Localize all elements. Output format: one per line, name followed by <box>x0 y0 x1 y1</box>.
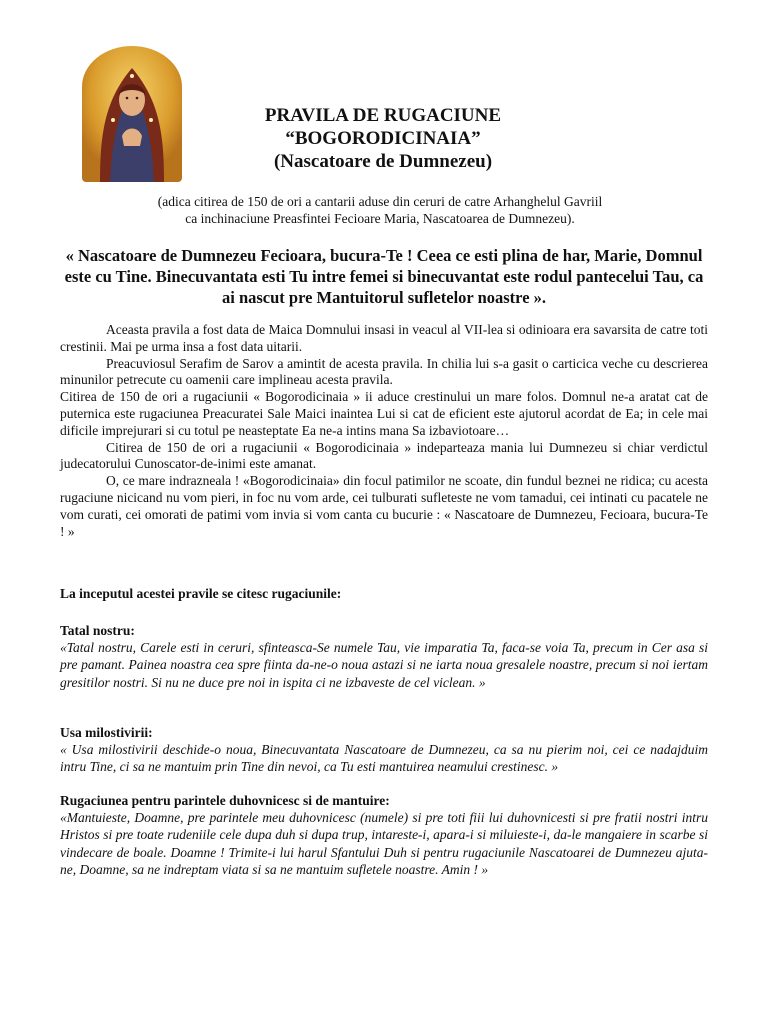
prayer-text: «Tatal nostru, Carele esti in ceruri, sfinteasca-Se numele Tau, vie imparatia Ta, faca-se voia Ta, precum in Cer asa si pre pamant. Painea noastra cea spre fiinta da-ne-o noua astazi si ne iarta noua gresalele noastre, precum si noi iertam gresitilor nostri. Si nu ne duce pre noi in ispita ci ne izbaveste de cel viclean. » <box>60 640 708 690</box>
prayer-heading: Tatal nostru: <box>60 623 135 638</box>
document-title <box>180 104 586 173</box>
prayer-block <box>60 622 708 691</box>
prayer-text: « Usa milostivirii deschide-o noua, Binecuvantata Nascatoare de Dumnezeu, ca sa nu pierim noi, cei ce nadajduim intru Tine, ci sa ne mantuim prin Tine din nevoi, ca Tu esti mantuirea neamului crestinesc. » <box>60 742 708 775</box>
paragraph: Citirea de 150 de ori a rugaciunii « Bogorodicinaia » indeparteaza mania lui Dumnezeu si chiar verdictul judecatorului Cunoscator-de-inimi este amanat. <box>60 439 708 472</box>
invocation-text: « Nascatoare de Dumnezeu Fecioara, bucura-Te ! Ceea ce esti plina de har, Marie, Domnul este cu Tine. Binecuvantata esti Tu intre femei si binecuvantat este rodul pantecelui Tau, ca ai nascut pre Mantuitorul sufletelor noastre ». <box>64 246 704 307</box>
title-line-2: “BOGORODICINAIA” <box>285 128 481 149</box>
body-text <box>60 322 708 540</box>
prayer-block <box>60 792 708 878</box>
document-subtitle <box>100 193 660 227</box>
paragraph: Preacuviosul Serafim de Sarov a amintit de acesta pravila. In chilia lui s-a gasit o carticica veche cu descrierea minunilor petrecute cu oamenii care implineau acesta pravila. <box>60 355 708 388</box>
prayer-heading: Rugaciunea pentru parintele duhovnicesc si de mantuire: <box>60 793 390 808</box>
section-heading: La inceputul acestei pravile se citesc rugaciunile: <box>60 586 342 601</box>
paragraph: Aceasta pravila a fost data de Maica Domnului insasi in veacul al VII-lea si odinioara era savarsita de catre toti crestinii. Mai pe urma insa a fost data uitarii. <box>60 322 708 354</box>
theotokos-icon <box>82 46 182 182</box>
paragraph: O, ce mare indrazneala ! «Bogorodicinaia» din focul patimilor ne scoate, din fundul beznei ne ridica; cu acesta rugaciune nicicand nu vom pieri, in foc nu vom arde, cei tulburati sufleteste ne vom tamadui, cei intinati cu pacatele ne vom curati, cei omorati de patimi vom invia si vom canta cu bucurie : « Nascatoare de Dumnezeu, Fecioara, bucura-Te ! » <box>60 473 708 539</box>
prayer-heading: Usa milostivirii: <box>60 725 153 740</box>
paragraph: Citirea de 150 de ori a rugaciunii « Bogorodicinaia » ii aduce crestinului un mare folos. Domnul ne-a aratat cat de puternica este rugaciunea Preacuratei Sale Maici inaintea Lui si cat de eficient este ajutorul acordat de Ea; in cele mai dificile imprejurari si cu totul pe neasteptate Ea ne-a intins mana Sa izbaviotoare… <box>60 389 708 438</box>
prayer-block <box>60 724 708 776</box>
title-line-3: (Nascatoare de Dumnezeu) <box>273 151 493 172</box>
prayer-text: «Mantuieste, Doamne, pre parintele meu duhovnicesc (numele) si pre toti fiii lui duhovnicesti si pre fratii nostri intru Hristos si pre toate rudeniile cele dupa duh si dupa trup, intareste-i, apara-i si miluieste-i, da-le mangaiere in scarbe si vindecare de boale. Doamne ! Trimite-i lui harul Sfantului Duh si pentru rugaciunile Nascatoarei de Dumnezeu ajuta-ne, Doamne, sa ne indreptam viata si sa ne mantuim sufletele noastre. Amin ! » <box>60 810 708 877</box>
subtitle-line-2: ca inchinaciune Preasfintei Fecioare Maria, Nascatoarea de Dumnezeu). <box>185 211 575 226</box>
title-line-1: PRAVILA DE RUGACIUNE <box>264 105 502 126</box>
subtitle-line-1: (adica citirea de 150 de ori a cantarii aduse din ceruri de catre Arhanghelul Gavriil <box>157 194 603 209</box>
